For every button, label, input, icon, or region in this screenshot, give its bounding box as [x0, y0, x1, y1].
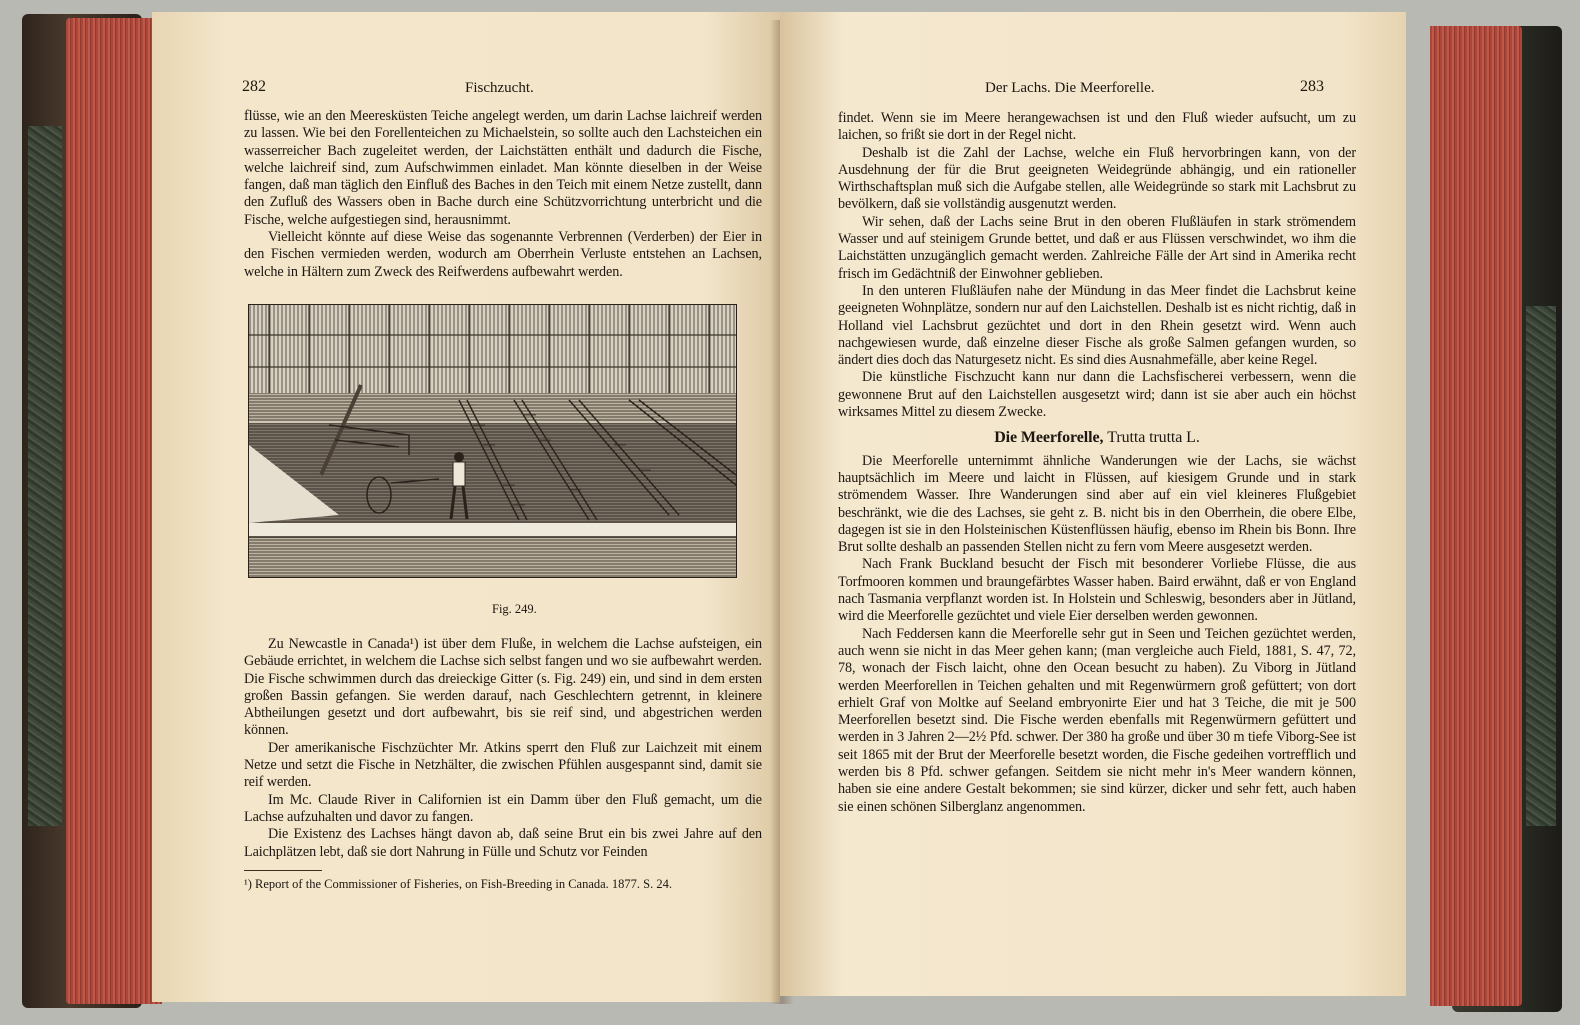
left-page — [152, 12, 780, 1002]
page-edges-right — [1430, 26, 1522, 1006]
section-heading — [838, 429, 1356, 446]
left-text-top — [244, 108, 762, 281]
running-head-right: Der Lachs. Die Meerforelle. — [985, 80, 1155, 96]
cover-cloth-right — [1526, 306, 1556, 826]
paragraph: Nach Feddersen kann die Meerforelle sehr gut in Seen und Teichen gezüchtet werden, auch wenn sie nicht in das Meer gehen kann; (man vergleiche auch Field, 1881, S. 47, 72, 78, wonach der Fisch laicht, ohne den Ocean besucht zu haben). Zu Viborg in Jütland werden Meerforellen in Teichen gehalten und mit Regenwürmern groß gefüttert; von dort erhielt Graf von Moltke auf Seeland embryonirte Eier und hat 3 Teiche, die mit je 500 Meerforellen besetzt sind. Die Fische werden ebenfalls mit Regenwürmern gefüttert und werden in 3 Jahren 2—2½ Pfd. schwer. Der 380 ha große und über 30 m tiefe Viborg-See ist seit 1865 mit der Brut der Meerforelle besetzt worden, die Fische gedeihen vortrefflich und werden bis 8 Pfd. schwer gefangen. Seitdem sie nicht mehr in's Meer wandern können, haben sie eine andere Gestalt bekommen; sie sind kürzer, dicker und sehr fett, auch haben sie einen schönen Silberglanz angenommen. — [838, 625, 1356, 815]
paragraph: Die künstliche Fischzucht kann nur dann die Lachsfischerei verbessern, wenn die gewonnene Brut auf den Laichstellen ausgesetzt wird; dann ist sie aber auch ein höchst wirksames Mittel zu diesem Zwecke. — [838, 369, 1356, 421]
paragraph: Die Meerforelle unternimmt ähnliche Wanderungen wie der Lachs, sie wächst hauptsächlich im Meere und laicht in Flüssen, auf kiesigem Grunde und in stark strömendem Wasser. Ihre Wanderungen sind aber auf ein viel kleineres Flußgebiet beschränkt, wie die des Lachses, sie geht z. B. nicht bis in den Oberrhein, die obere Elbe, dagegen ist sie in den Holsteinischen Küstenflüssen häufig, ebenso im Rhein bis Bonn. Ihre Brut sollte deshalb an passenden Stellen nicht zu fern vom Meere ausgesetzt werden. — [838, 452, 1356, 556]
paragraph: Der amerikanische Fischzüchter Mr. Atkins sperrt den Fluß zur Laichzeit mit einem Netze und setzt die Fische in Netzhälter, die zwischen Pfühlen ausgespannt sind, damit sie reif werden. — [244, 739, 762, 791]
paragraph: Deshalb ist die Zahl der Lachse, welche ein Fluß hervorbringen kann, von der Ausdehnung der für die Brut geeigneten Weidegründe abhängig, und ein rationeller Wirthschaftsplan muß sich die Aufgabe stellen, alle Weidegründe so stark mit Lachsbrut zu bevölkern, daß sie vollständig ausgenutzt werden. — [838, 144, 1356, 213]
paragraph: Wir sehen, daß der Lachs seine Brut in den oberen Flußläufen in stark strömendem Wasser und auf steinigem Grunde bettet, und daß er aus Flüssen verschwindet, wo ihm die Laichstätten unzugänglich gemacht werden. Zahlreiche Fälle der Art sind in Amerika recht frisch im Gedächtniß der Einwohner geblieben. — [838, 213, 1356, 282]
page-edges-left — [66, 18, 162, 1004]
paragraph: Zu Newcastle in Canada¹) ist über dem Fluße, in welchem die Lachse aufsteigen, ein Gebäude errichtet, in welchem die Lachse sich selbst fangen und wo sie aufbewahrt werden. Die Fische schwimmen durch das dreieckige Gitter (s. Fig. 249) ein, und sind in dem ersten großen Bassin gefangen. Sie werden darauf, nach Geschlechtern getrennt, in kleinere Abtheilungen gesetzt und dort aufbewahrt, bis sie reif sind, und abgestrichen werden können. — [244, 636, 762, 739]
right-page — [780, 12, 1406, 996]
paragraph: findet. Wenn sie im Meere herangewachsen ist und den Fluß wieder aufsucht, um zu laichen, so frißt sie dort in der Regel nicht. — [838, 110, 1356, 144]
salmon-trap-engraving — [249, 305, 736, 577]
right-text — [838, 110, 1356, 816]
figure-caption: Fig. 249. — [492, 602, 537, 616]
page-number-left: 282 — [242, 78, 266, 95]
paragraph: In den unteren Flußläufen nahe der Mündung in das Meer findet die Lachsbrut keine geeigneten Wohnplätze, sondern nur auf den Laichstellen. Deshalb ist es nicht richtig, daß in Holland viel Lachsbrut gezüchtet und dort in den Rhein gesetzt wird. Wenn auch nachgewiesen wurde, daß einzelne dieser Fische als große Salmen gefangen wurden, so ändert dies doch das Naturgesetz nicht. Es sind dies Ausnahmefälle, aber keine Regel. — [838, 282, 1356, 369]
paragraph: flüsse, wie an den Meeresküsten Teiche angelegt werden, um darin Lachse laichreif werden zu lassen. Wie bei den Forellenteichen zu Michaelstein, so sollte auch den Lachsteichen ein wasserreicher Bach zugeleitet werden, der Laichstätten enthält und dadurch die Fische, welche laichreif sind, zum Aufschwimmen einladet. Man könnte dieselben in der Weise fangen, daß man täglich den Einfluß des Baches in den Teich mit einem Netze zustellt, dann den Zufluß des Wassers oben in Bache durch eine Schützvorrichtung unterbricht und die Fische, welche aufgestiegen sind, herausnimmt. — [244, 108, 762, 228]
footnote-rule — [244, 870, 322, 871]
paragraph: Nach Frank Buckland besucht der Fisch mit besonderer Vorliebe Flüsse, die aus Torfmooren kommen und braungefärbtes Wasser haben. Baird erwähnt, daß er von England nach Tasmania verpflanzt worden ist. In Holstein und Schleswig, besonders aber in Jütland, wird die Meerforelle gezüchtet und viele Eier derselben werden gewonnen. — [838, 556, 1356, 625]
paragraph: Die Existenz des Lachses hängt davon ab, daß seine Brut ein bis zwei Jahre auf den Laichplätzen lebt, daß sie dort Nahrung in Fülle und Schutz vor Feinden — [244, 826, 762, 860]
running-head-left: Fischzucht. — [465, 80, 534, 96]
footnote: ¹) Report of the Commissioner of Fisheries, on Fish-Breeding in Canada. 1877. S. 24. — [244, 877, 673, 891]
left-text-bottom — [244, 636, 762, 861]
paragraph: Vielleicht könnte auf diese Weise das sogenannte Verbrennen (Verderben) der Eier in den Fischen vermieden werden, wodurch am Oberrhein Verluste entstehen an Lachsen, welche in Hältern zum Zweck des Reifwerdens aufbewahrt werden. — [244, 229, 762, 280]
section-heading-title: Die Meerforelle, — [994, 429, 1104, 447]
section-heading-latin: Trutta trutta L. — [1107, 429, 1200, 447]
figure-engraving — [248, 304, 737, 578]
paragraph: Im Mc. Claude River in Californien ist ein Damm über den Fluß gemacht, um die Lachse aufzuhalten und davor zu fangen. — [244, 791, 762, 825]
open-book — [22, 6, 1562, 1016]
page-number-right: 283 — [1300, 78, 1324, 95]
cover-cloth-left — [28, 126, 62, 826]
